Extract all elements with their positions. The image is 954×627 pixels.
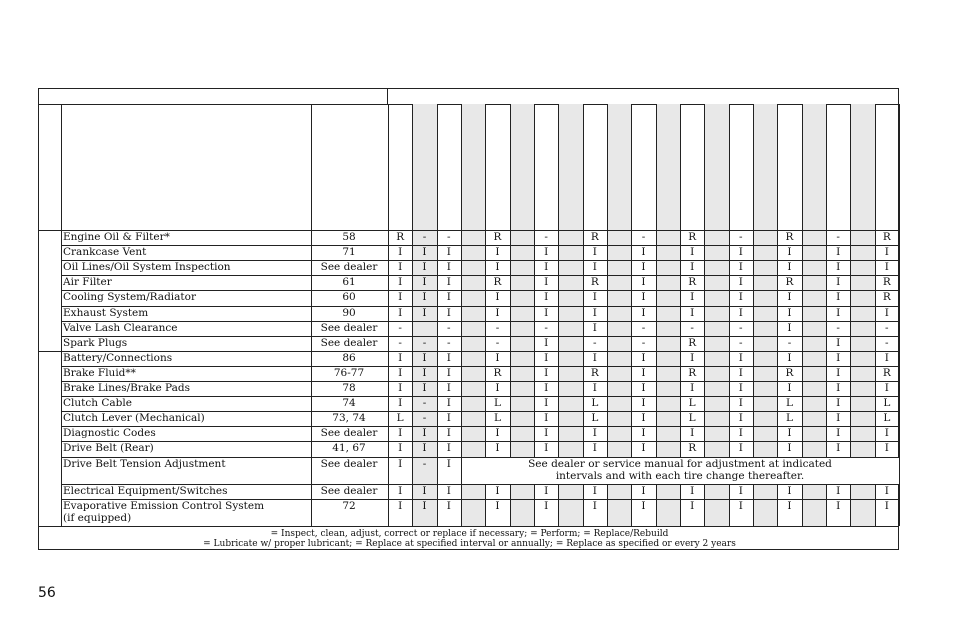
interval-mark: I [422, 427, 427, 440]
interval-mark: - [422, 336, 427, 349]
interval-mark: I [641, 291, 646, 304]
page-reference: See dealer [320, 484, 378, 497]
interval-mark: I [690, 351, 695, 364]
legend-line-1: = Inspect, clean, adjust, correct or replace if necessary; = Perform; = Replace/Rebuild [270, 528, 669, 539]
table-row-line [61, 426, 899, 427]
interval-mark: R [493, 231, 502, 243]
interval-mark: R [396, 231, 405, 243]
interval-mark: I [836, 246, 841, 259]
interval-mark: I [495, 261, 500, 274]
interval-mark: I [884, 306, 889, 319]
interval-mark: - [787, 336, 792, 349]
interval-mark: L [494, 412, 501, 425]
interval-mark: - [447, 231, 451, 243]
interval-mark: I [641, 442, 646, 455]
interval-mark: I [641, 397, 646, 410]
interval-mark: L [786, 412, 793, 425]
interval-mark: R [882, 366, 891, 379]
interval-mark: R [882, 231, 891, 243]
service-name: Clutch Cable [63, 397, 132, 410]
interval-mark: I [787, 306, 792, 319]
interval-mark: I [544, 397, 549, 410]
interval-mark: I [592, 261, 597, 274]
interval-mark: - [422, 412, 427, 425]
interval-mark: I [738, 499, 743, 512]
service-name: Oil Lines/Oil System Inspection [63, 261, 231, 274]
interval-mark: R [688, 336, 697, 349]
table-row-line [61, 275, 899, 276]
interval-mark: - [447, 336, 451, 349]
interval-mark: I [738, 276, 743, 289]
page-reference: See dealer [320, 336, 378, 349]
interval-mark: I [884, 499, 889, 512]
interval-mark: I [592, 321, 597, 334]
interval-mark: I [592, 351, 597, 364]
interval-mark: I [836, 442, 841, 455]
page-reference: 61 [342, 276, 356, 289]
table-row-line [61, 306, 899, 307]
interval-mark: I [446, 427, 451, 440]
interval-mark: - [836, 231, 840, 243]
interval-mark: I [738, 306, 743, 319]
interval-mark: - [885, 336, 889, 349]
interval-mark: I [884, 484, 889, 497]
interval-mark: I [641, 306, 646, 319]
interval-mark: I [836, 382, 841, 394]
interval-mark: I [641, 427, 646, 440]
table-row-line [61, 321, 899, 322]
interval-mark: I [544, 382, 549, 394]
interval-mark: I [641, 484, 646, 497]
interval-mark: L [688, 397, 696, 410]
interval-mark: R [882, 291, 891, 304]
interval-mark: I [690, 306, 695, 319]
interval-mark: I [787, 427, 792, 440]
interval-mark: I [446, 382, 451, 394]
interval-mark: I [738, 484, 743, 497]
section-divider [39, 351, 61, 352]
interval-mark: I [495, 427, 500, 440]
interval-mark: I [544, 499, 549, 512]
interval-mark: I [422, 382, 427, 394]
interval-mark: - [641, 231, 646, 243]
interval-mark: L [396, 412, 404, 425]
interval-mark: I [398, 291, 403, 304]
interval-mark: I [398, 246, 403, 259]
interval-mark: I [544, 306, 549, 319]
interval-mark: I [544, 412, 549, 425]
page-reference: See dealer [320, 427, 378, 440]
interval-mark: I [398, 457, 403, 470]
interval-mark: I [690, 427, 695, 440]
interval-mark: I [446, 261, 451, 274]
interval-mark: I [641, 246, 646, 259]
interval-mark: I [836, 484, 841, 497]
interval-mark: - [544, 231, 548, 243]
interval-mark: I [398, 484, 403, 497]
interval-mark: I [544, 351, 549, 364]
interval-mark: I [787, 484, 792, 497]
interval-mark: I [398, 261, 403, 274]
interval-mark: I [641, 276, 646, 289]
interval-mark: - [739, 321, 743, 334]
interval-mark: I [787, 261, 792, 274]
interval-mark: - [495, 336, 500, 349]
page-reference: 60 [342, 291, 356, 304]
service-name: Brake Fluid** [63, 366, 136, 379]
interval-mark: I [446, 366, 451, 379]
interval-mark: I [738, 442, 743, 455]
adjustment-note-line1: See dealer or service manual for adjustment at indicated [528, 457, 832, 470]
interval-mark: I [836, 351, 841, 364]
interval-mark: I [690, 246, 695, 259]
interval-mark: R [785, 231, 794, 243]
interval-mark: L [494, 397, 501, 410]
interval-mark: I [446, 246, 451, 259]
interval-mark: - [641, 336, 646, 349]
interval-mark: I [592, 306, 597, 319]
interval-mark: I [787, 291, 792, 304]
interval-mark: I [398, 306, 403, 319]
interval-mark: L [591, 412, 599, 425]
service-name: Exhaust System [63, 306, 149, 319]
interval-mark: I [544, 276, 549, 289]
interval-mark: I [398, 382, 403, 394]
interval-mark: I [690, 261, 695, 274]
interval-mark: I [422, 442, 427, 455]
interval-mark: I [836, 306, 841, 319]
interval-mark: I [495, 246, 500, 259]
interval-mark: I [446, 499, 451, 512]
interval-mark: I [787, 246, 792, 259]
interval-mark: - [422, 457, 427, 470]
interval-mark: I [690, 484, 695, 497]
interval-mark: I [836, 499, 841, 512]
interval-mark: - [422, 231, 427, 243]
interval-mark: I [884, 382, 889, 394]
interval-mark: I [836, 397, 841, 410]
interval-mark: I [422, 261, 427, 274]
interval-mark: - [836, 321, 840, 334]
interval-mark: I [495, 306, 500, 319]
interval-mark: - [885, 321, 889, 334]
service-name: Cooling System/Radiator [63, 291, 196, 304]
interval-mark: I [690, 499, 695, 512]
interval-mark: I [495, 484, 500, 497]
interval-mark: I [446, 484, 451, 497]
interval-mark: I [592, 427, 597, 440]
interval-mark: - [739, 336, 743, 349]
interval-mark: L [786, 397, 793, 410]
table-row-line [61, 366, 899, 367]
page-reference: 73, 74 [332, 412, 366, 425]
page-reference: 78 [342, 382, 356, 394]
table-row-line [61, 351, 899, 352]
table-row-line [61, 441, 899, 442]
interval-mark: I [884, 351, 889, 364]
interval-mark: I [398, 351, 403, 364]
service-name: Electrical Equipment/Switches [63, 484, 228, 497]
page-reference: 86 [342, 351, 356, 364]
interval-mark: I [495, 382, 500, 394]
table-title-bar [39, 89, 898, 105]
page-reference: 74 [342, 397, 356, 410]
interval-mark: R [493, 366, 502, 379]
interval-mark: I [641, 261, 646, 274]
interval-mark: I [641, 499, 646, 512]
page-reference: 71 [342, 246, 356, 259]
service-name: Engine Oil & Filter* [63, 231, 170, 243]
interval-mark: - [495, 321, 500, 334]
interval-mark: R [590, 276, 599, 289]
interval-mark: I [787, 382, 792, 394]
service-name: Clutch Lever (Mechanical) [63, 412, 205, 425]
interval-mark: I [738, 427, 743, 440]
interval-mark: I [738, 412, 743, 425]
interval-mark: I [641, 351, 646, 364]
interval-mark: I [446, 397, 451, 410]
interval-mark: I [446, 291, 451, 304]
interval-mark: I [884, 442, 889, 455]
interval-mark: I [592, 291, 597, 304]
interval-mark: R [785, 276, 794, 289]
interval-mark: I [787, 351, 792, 364]
service-name: Battery/Connections [63, 351, 173, 364]
interval-mark: I [738, 397, 743, 410]
interval-mark: I [836, 412, 841, 425]
page-reference: 41, 67 [332, 442, 366, 455]
interval-mark: - [690, 321, 694, 334]
interval-column-divider [899, 104, 900, 526]
interval-mark: I [738, 366, 743, 379]
interval-mark: I [544, 246, 549, 259]
interval-mark: I [738, 261, 743, 274]
interval-mark: I [836, 291, 841, 304]
legend-top-line [39, 526, 899, 527]
page-reference: See dealer [320, 321, 378, 334]
interval-mark: L [688, 412, 696, 425]
interval-mark: R [688, 442, 697, 455]
page-number: 56 [38, 585, 56, 601]
interval-mark: I [544, 291, 549, 304]
interval-mark: R [688, 366, 697, 379]
page-reference: 58 [342, 231, 356, 243]
interval-mark: I [836, 336, 841, 349]
service-name: Evaporative Emission Control System [63, 499, 265, 512]
table-row-line [61, 396, 899, 397]
interval-mark: I [884, 261, 889, 274]
service-name: Valve Lash Clearance [63, 321, 178, 334]
interval-mark: I [422, 276, 427, 289]
interval-mark: - [422, 397, 427, 410]
interval-mark: - [739, 231, 743, 243]
interval-mark: I [738, 382, 743, 394]
interval-mark: I [398, 366, 403, 379]
service-name: Drive Belt Tension Adjustment [63, 457, 226, 470]
table-row-line [61, 245, 899, 246]
interval-mark: I [495, 499, 500, 512]
interval-mark: I [884, 427, 889, 440]
interval-mark: I [422, 291, 427, 304]
interval-mark: I [446, 442, 451, 455]
interval-mark: I [446, 412, 451, 425]
service-name: Spark Plugs [63, 336, 128, 349]
interval-mark: I [690, 291, 695, 304]
interval-mark: I [787, 321, 792, 334]
service-name: Air Filter [63, 276, 112, 289]
title-bar-divider [387, 89, 388, 104]
interval-mark: I [398, 397, 403, 410]
service-name: Brake Lines/Brake Pads [63, 382, 191, 394]
interval-mark: I [787, 499, 792, 512]
interval-mark: I [641, 412, 646, 425]
interval-mark: I [398, 442, 403, 455]
interval-mark: I [641, 366, 646, 379]
interval-mark: I [641, 382, 646, 394]
interval-mark: I [544, 261, 549, 274]
page-reference: 90 [342, 306, 356, 319]
table-row-line [61, 336, 899, 337]
maintenance-schedule-table [38, 88, 899, 550]
interval-mark: - [398, 336, 402, 349]
adjustment-note-line2: intervals and with each tire change thereafter. [555, 469, 805, 482]
interval-mark: I [422, 484, 427, 497]
interval-mark: I [592, 246, 597, 259]
service-name: Diagnostic Codes [63, 427, 156, 440]
interval-mark: I [592, 382, 597, 394]
interval-mark: L [883, 412, 891, 425]
service-name: Crankcase Vent [63, 246, 147, 259]
service-name: Drive Belt (Rear) [63, 442, 154, 455]
interval-mark: I [738, 246, 743, 259]
interval-mark: I [422, 246, 427, 259]
interval-mark: - [544, 321, 548, 334]
interval-mark: - [447, 321, 451, 334]
interval-mark: R [688, 276, 697, 289]
interval-mark: R [688, 231, 697, 243]
interval-mark: I [836, 276, 841, 289]
interval-mark: - [593, 336, 597, 349]
interval-mark: I [738, 351, 743, 364]
page-reference: See dealer [320, 261, 378, 274]
interval-mark: I [544, 484, 549, 497]
interval-mark: R [493, 276, 502, 289]
interval-mark: I [592, 499, 597, 512]
interval-mark: I [592, 484, 597, 497]
interval-mark: L [591, 397, 599, 410]
interval-mark: I [544, 336, 549, 349]
interval-mark: R [590, 366, 599, 379]
interval-mark: I [422, 499, 427, 512]
interval-mark: I [544, 442, 549, 455]
interval-mark: I [495, 351, 500, 364]
interval-mark: R [785, 366, 794, 379]
service-name-sub: (if equipped) [63, 511, 132, 524]
interval-mark: R [882, 276, 891, 289]
interval-mark: I [446, 457, 451, 470]
interval-mark: I [690, 382, 695, 394]
interval-mark: I [544, 366, 549, 379]
interval-mark: I [495, 291, 500, 304]
interval-mark: I [884, 246, 889, 259]
interval-mark: I [787, 442, 792, 455]
interval-mark: I [422, 351, 427, 364]
interval-mark: I [836, 366, 841, 379]
interval-mark: L [883, 397, 891, 410]
page-reference: 76-77 [333, 366, 365, 379]
legend-line-2: = Lubricate w/ proper lubricant; = Replace at specified interval or annually; = Replace as specified or every 2 years [203, 538, 736, 549]
interval-mark: I [738, 291, 743, 304]
interval-mark: I [422, 366, 427, 379]
interval-mark: I [836, 427, 841, 440]
interval-mark: I [544, 427, 549, 440]
interval-mark: - [398, 321, 402, 334]
header-divider [311, 104, 312, 230]
interval-mark: I [836, 261, 841, 274]
interval-mark: I [398, 427, 403, 440]
page-reference: 72 [342, 499, 356, 512]
interval-mark: - [641, 321, 646, 334]
interval-mark: I [398, 499, 403, 512]
interval-mark: I [592, 442, 597, 455]
interval-mark: R [590, 231, 599, 243]
header-divider [61, 104, 62, 230]
interval-mark: I [398, 276, 403, 289]
interval-mark: I [446, 306, 451, 319]
interval-mark: I [422, 306, 427, 319]
interval-mark: I [446, 351, 451, 364]
interval-mark: I [446, 276, 451, 289]
page-reference: See dealer [320, 457, 378, 470]
interval-mark: I [495, 442, 500, 455]
